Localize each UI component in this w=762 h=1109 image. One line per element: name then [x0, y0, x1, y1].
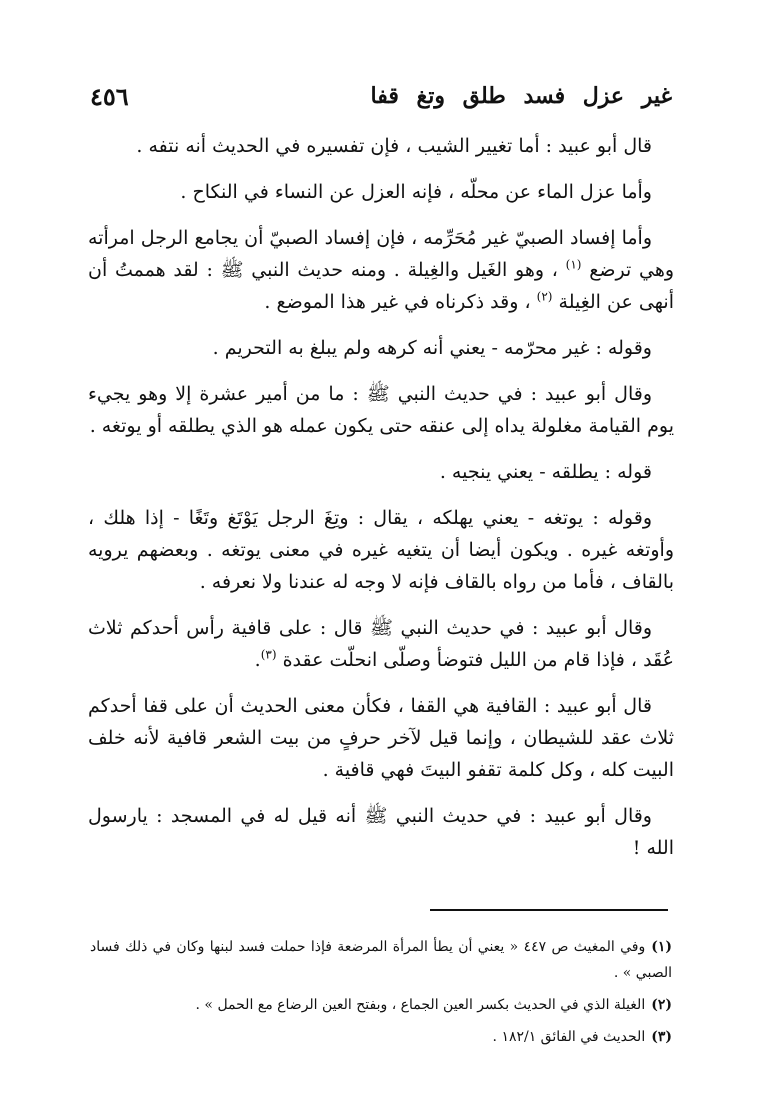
paragraph-3-text-a: ، وهو الغَيل والغِيلة . ومنه حديث النبي ﷺ : لقد هممتُ أن أنهى عن الغِيلة	[88, 259, 674, 313]
footnote-2	[90, 992, 672, 1018]
footnote-text-2: الغيلة الذي في الحديث بكسر العين الجماع ، وبفتح العين الرضاع مع الحمل » .	[195, 997, 646, 1013]
paragraph-8-end: .	[254, 649, 261, 671]
paragraph-3-text: وأما إفساد الصبيّ غير مُحَرِّمه ، فإن إفساد الصبيّ أن يجامع الرجل امرأته وهي ترضع	[88, 227, 675, 281]
footnotes	[90, 934, 672, 1056]
footnote-ref-1[interactable]: (١)	[565, 257, 582, 272]
footnote-3	[90, 1024, 672, 1050]
paragraph-7: وقوله : يوتغه - يعني يهلكه ، يقال : وتِغَ الرجل يَوْتَغ وتَغًا - إذا هلك ، وأوتغه غيره . ويكون أيضا أن يتغيه غيره في معنى يوتغه . وبعضهم يرويه بالقاف ، فأما من رواه بالقاف فإنه لا وجه له عندنا ولا نعرفه .	[88, 507, 674, 593]
footnote-ref-2[interactable]: (٢)	[536, 289, 553, 304]
running-title: غير عزل فسد طلق وتغ قفا	[370, 83, 672, 109]
paragraph-3	[88, 222, 674, 318]
paragraph-3-text-b: ، وقد ذكرناه في غير هذا الموضع .	[264, 291, 531, 313]
footnote-mark-2: (٢)	[651, 997, 672, 1013]
paragraph-9: قال أبو عبيد : القافية هي القفا ، فكأن معنى الحديث أن على قفا أحدكم ثلاث عقد للشيطان ، وإنما قيل لآخر حرفٍ من بيت الشعر قافية لأنه خلف البيت كله ، وكل كلمة تقفو البيتَ فهي قافية .	[88, 695, 674, 781]
paragraph-4: وقوله : غير محرّمه - يعني أنه كرهه ولم يبلغ به التحريم .	[212, 337, 652, 359]
footnote-ref-3[interactable]: (٣)	[260, 647, 277, 662]
paragraph-1: قال أبو عبيد : أما تغيير الشيب ، فإن تفسيره في الحديث أنه نتفه .	[136, 135, 652, 157]
paragraph-5: وقال أبو عبيد : في حديث النبي ﷺ : ما من أمير عشرة إلا وهو يجيء يوم القيامة مغلولة يداه إلى عنقه حتى يكون عمله هو الذي يطلقه أو يوتغه .	[88, 383, 674, 437]
paragraph-8	[88, 612, 674, 676]
page-header	[90, 78, 672, 114]
footnote-text-3: الحديث في الفائق ١٨٢/١ .	[492, 1029, 646, 1045]
paragraph-10: وقال أبو عبيد : في حديث النبي ﷺ أنه قيل له في المسجد : يارسول الله !	[88, 805, 674, 859]
paragraph-8-text: وقال أبو عبيد : في حديث النبي ﷺ قال : على قافية رأس أحدكم ثلاث عُقَد ، فإذا قام من الليل فتوضأ وصلّى انحلّت عقدة	[88, 617, 674, 671]
footnote-text-1: وفي المغيث ص ٤٤٧ « يعني أن يطأ المرأة المرضعة فإذا حملت فسد لبنها وكان في ذلك فساد الصبي » .	[90, 939, 672, 981]
footnote-divider	[430, 909, 668, 911]
main-text	[88, 130, 674, 878]
footnote-mark-1: (١)	[651, 939, 672, 955]
paragraph-6: قوله : يطلقه - يعني ينجيه .	[439, 461, 652, 483]
footnote-mark-3: (٣)	[651, 1029, 672, 1045]
footnote-1	[90, 934, 672, 986]
paragraph-2: وأما عزل الماء عن محلّه ، فإنه العزل عن النساء في النكاح .	[180, 181, 652, 203]
page-number: ٤٥٦	[90, 81, 129, 111]
